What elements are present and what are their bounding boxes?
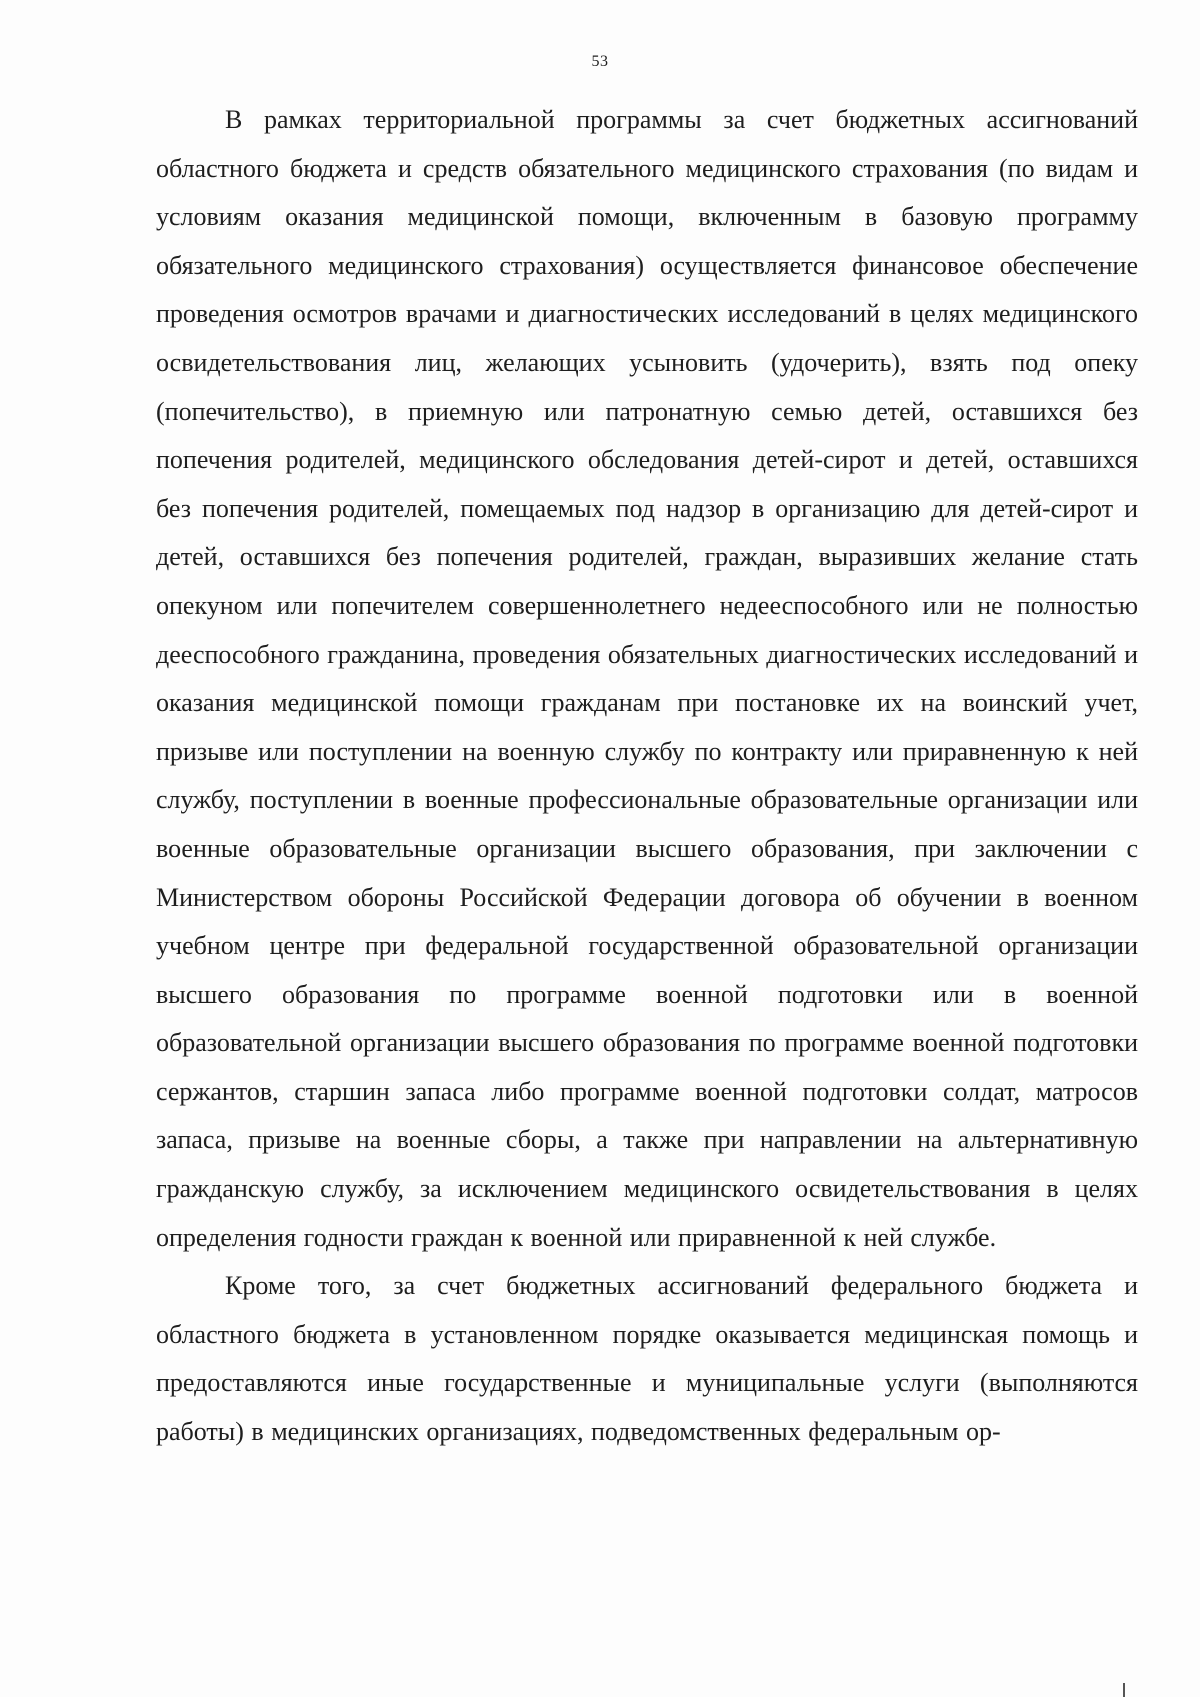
paragraph-2: Кроме того, за счет бюджетных ассигнований федерального бюджета и областного бюджета в установленном порядке оказывается медицинская помощь и предоставляются иные государственные и муниципальные услуги (выполняются работы) в медицинских организациях, подведомственных федеральным ор- xyxy=(156,1271,1138,1447)
body-text xyxy=(156,96,1138,1457)
page-number: 53 xyxy=(591,53,609,70)
paragraph-1: В рамках территориальной программы за счет бюджетных ассигнований областного бюджета и средств обязательного медицинского страхования (по видам и условиям оказания медицинской помощи, включенным в базовую программу обязательного медицинского страхования) осуществляется финансовое обеспечение проведения осмотров врачами и диагностических исследований в целях медицинского освидетельствования лиц, желающих усыновить (удочерить), взять под опеку (попечительство), в приемную или патронатную семью детей, оставшихся без попечения родителей, медицинского обследования детей-сирот и детей, оставшихся без попечения родителей, помещаемых под надзор в организацию для детей-сирот и детей, оставшихся без попечения родителей, граждан, выразивших желание стать опекуном или попечителем совершеннолетнего недееспособного или не полностью дееспособного гражданина, проведения обязательных диагностических исследований и оказания медицинской помощи гражданам при постановке их на воинский учет, призыве или поступлении на военную службу по контракту или приравненную к ней службу, поступлении в военные профессиональные образовательные организации или военные образовательные организации высшего образования, при заключении с Министерством обороны Российской Федерации договора об обучении в военном учебном центре при федеральной государственной образовательной организации высшего образования по программе военной подготовки или в военной образовательной организации высшего образования по программе военной подготовки сержантов, старшин запаса либо программе военной подготовки солдат, матросов запаса, призыве на военные сборы, а также при направлении на альтернативную гражданскую службу, за исключением медицинского освидетельствования в целях определения годности граждан к военной или приравненной к ней службе. xyxy=(156,105,1138,1252)
scan-mark xyxy=(1123,1683,1125,1697)
